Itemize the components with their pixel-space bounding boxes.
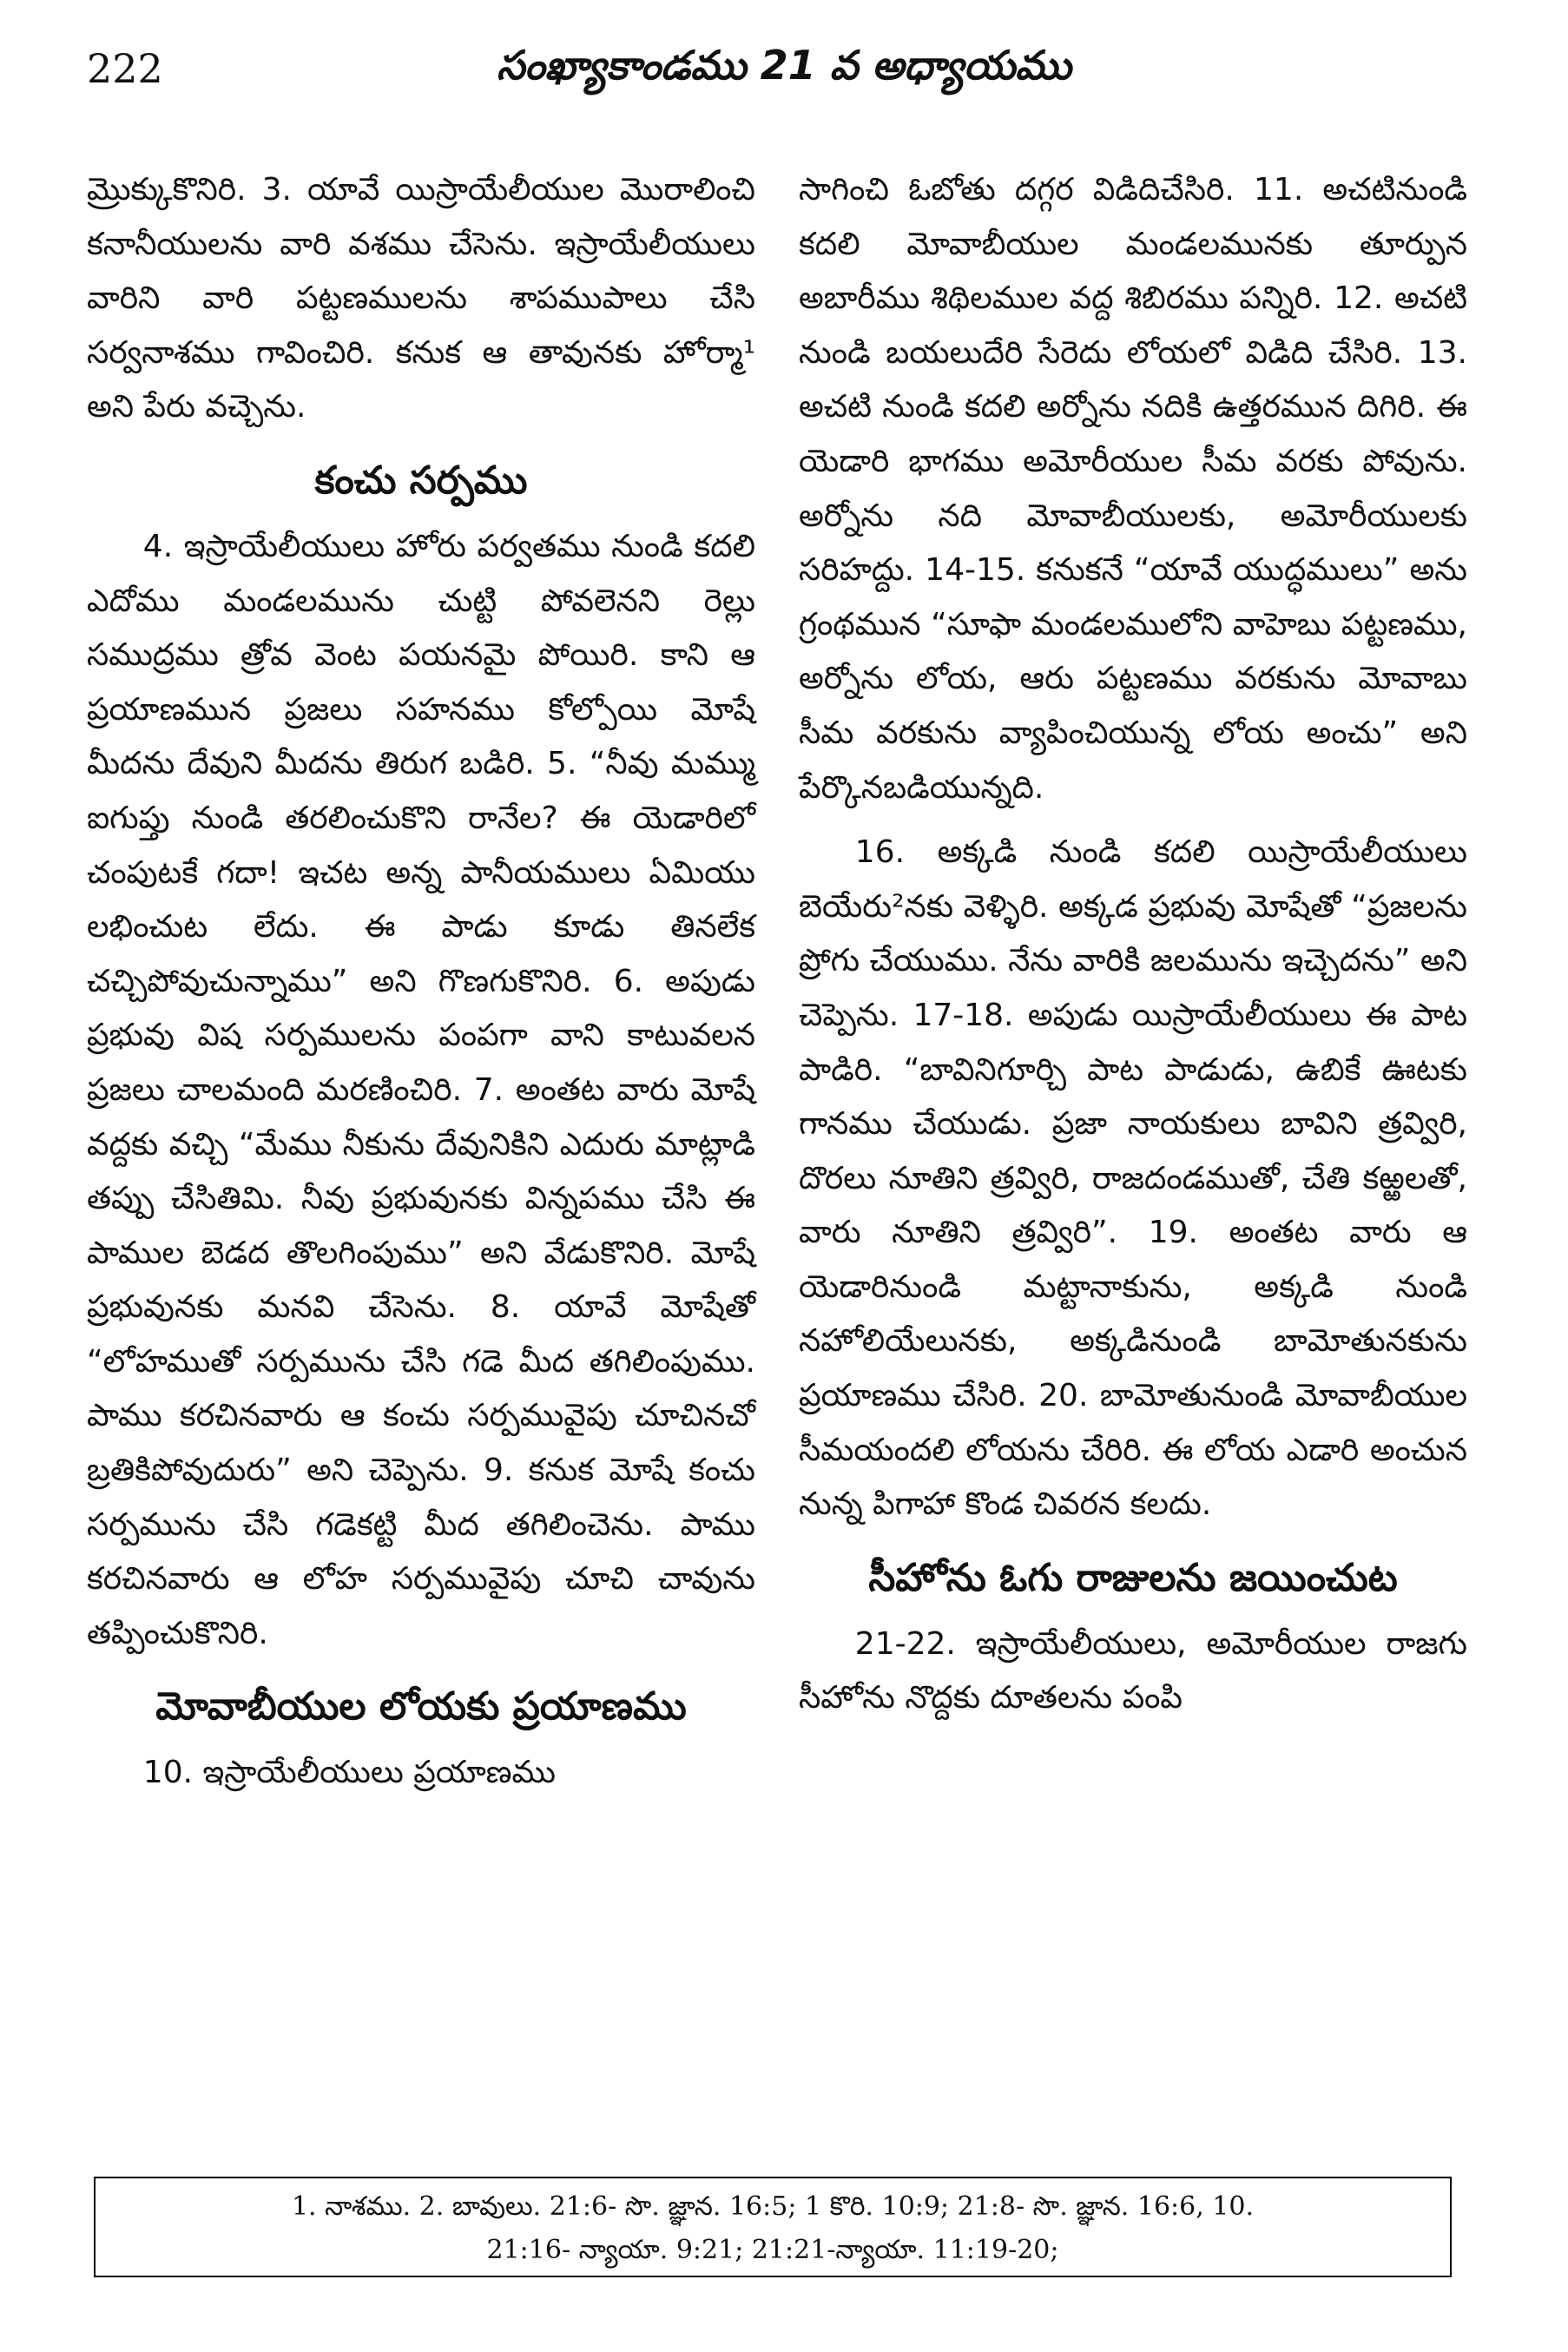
left-column <box>87 163 755 1801</box>
paragraph: 16. అక్కడి నుండి కదలి యిస్రాయేలీయులు బెయేరు²నకు వెళ్ళిరి. అక్కడ ప్రభువు మోషేతో “ప్రజలను ప్రోగు చేయుము. నేను వారికి జలమును ఇచ్చెదను” అని చెప్పెను. 17-18. అపుడు యిస్రాయేలీయులు ఈ పాట పాడిరి. “బావినిగూర్చి పాట పాడుడు, ఉబికే ఊటకు గానము చేయుడు. ప్రజా నాయకులు బావిని త్రవ్విరి, దొరలు నూతిని త్రవ్విరి, రాజదండముతో, చేతి కఱ్ఱలతో, వారు నూతిని త్రవ్విరి”. 19. అంతట వారు ఆ యెడారినుండి మట్టానాకును, అక్కడి నుండి నహోలియేలునకు, అక్కడినుండి బామోతునకును ప్రయాణము చేసిరి. 20. బామోతునుండి మోవాబీయుల సీమయందలి లోయను చేరిరి. ఈ లోయ ఎడారి అంచున నున్న పిగాహా కొండ చివరన కలదు. <box>799 834 1467 1523</box>
section-heading-bronze-serpent: కంచు సర్పము <box>314 458 528 503</box>
paragraph: సాగించి ఓబోతు దగ్గర విడిదిచేసిరి. 11. అచటినుండి కదలి మోవాబీయుల మండలమునకు తూర్పున అబారీము శిథిలముల వద్ద శిబిరము పన్నిరి. 12. అచటి నుండి బయలుదేరి సేరెదు లోయలో విడిది చేసిరి. 13. అచటి నుండి కదలి అర్నోను నదికి ఉత్తరమున దిగిరి. ఈ యెడారి భాగము అమోరీయుల సీమ వరకు పోవును. అర్నోను నది మోవాబీయులకు, అమోరీయులకు సరిహద్దు. 14-15. కనుకనే “యావే యుద్ధములు” అను గ్రంథమున “సూఫా మండలములోని వాహెబు పట్టణము, అర్నోను లోయ, ఆరు పట్టణము వరకును మోవాబు సీమ వరకును వ్యాపించియున్న లోయ అంచు” అని పేర్కొనబడియున్నది. <box>799 172 1467 806</box>
paragraph: 4. ఇస్రాయేలీయులు హోరు పర్వతము నుండి కదలి ఎదోము మండలమును చుట్టి పోవలెనని రెల్లు సముద్రము త్రోవ వెంట పయనమై పోయిరి. కాని ఆ ప్రయాణమున ప్రజలు సహనము కోల్పోయి మోషే మీదను దేవుని మీదను తిరుగ బడిరి. 5. “నీవు మమ్ము ఐగుప్తు నుండి తరలించుకొని రానేల? ఈ యెడారిలో చంపుటకే గదా! ఇచట అన్న పానీయములు ఏమియు లభించుట లేదు. ఈ పాడు కూడు తినలేక చచ్చిపోవుచున్నాము” అని గొణగుకొనిరి. 6. అపుడు ప్రభువు విష సర్పములను పంపగా వాని కాటువలన ప్రజలు చాలమంది మరణించిరి. 7. అంతట వారు మోషే వద్దకు వచ్చి “మేము నీకును దేవునికిని ఎదురు మాట్లాడి తప్పు చేసితిమి. నీవు ప్రభువునకు విన్నపము చేసి ఈ పాముల బెడద తొలగింపుము” అని వేడుకొనిరి. మోషే ప్రభువునకు మనవి చేసెను. 8. యావే మోషేతో “లోహముతో సర్పమును చేసి గడె మీద తగిలింపుము. పాము కరచినవారు ఆ కంచు సర్పమువైపు చూచినచో బ్రతికిపోవుదురు” అని చెప్పెను. 9. కనుక మోషే కంచు సర్పమును చేసి గడెకట్టి మీద తగిలించెను. పాము కరచినవారు ఆ లోహ సర్పమువైపు చూచి చావును తప్పించుకొనిరి. <box>87 528 755 1651</box>
running-title: సంఖ్యాకాండము 21 వ అధ్యాయము <box>497 42 1071 89</box>
footnote-line: 21:16- న్యాయా. 9:21; 21:21-న్యాయా. 11:19-20; <box>486 2235 1059 2265</box>
footnotes-box <box>94 2177 1452 2277</box>
paragraph: 21-22. ఇస్రాయేలీయులు, అమోరీయుల రాజగు సీహోను నొద్దకు దూతలను పంపి <box>799 1625 1467 1716</box>
right-column <box>799 163 1467 1726</box>
footnote-line: 1. నాశము. 2. బావులు. 21:6- సొ. జ్ఞాన. 16:5; 1 కొరి. 10:9; 21:8- సొ. జ్ఞాన. 16:6, 10. <box>291 2191 1255 2222</box>
paragraph: 10. ఇస్రాయేలీయులు ప్రయాణము <box>142 1755 556 1791</box>
section-heading-moab-valley: మోవాబీయుల లోయకు ప్రయాణము <box>155 1684 687 1729</box>
section-heading-sihon-og: సీహోను ఓగు రాజులను జయించుట <box>868 1555 1398 1600</box>
page-number: 222 <box>87 45 163 92</box>
paragraph: మ్రొక్కుకొనిరి. 3. యావే యిస్రాయేలీయుల మొరాలించి కనానీయులను వారి వశము చేసెను. ఇస్రాయేలీయులు వారిని వారి పట్టణములను శాపముపాలు చేసి సర్వనాశము గావించిరి. కనుక ఆ తావునకు హోర్మా¹ అని పేరు వచ్చెను. <box>87 172 755 425</box>
